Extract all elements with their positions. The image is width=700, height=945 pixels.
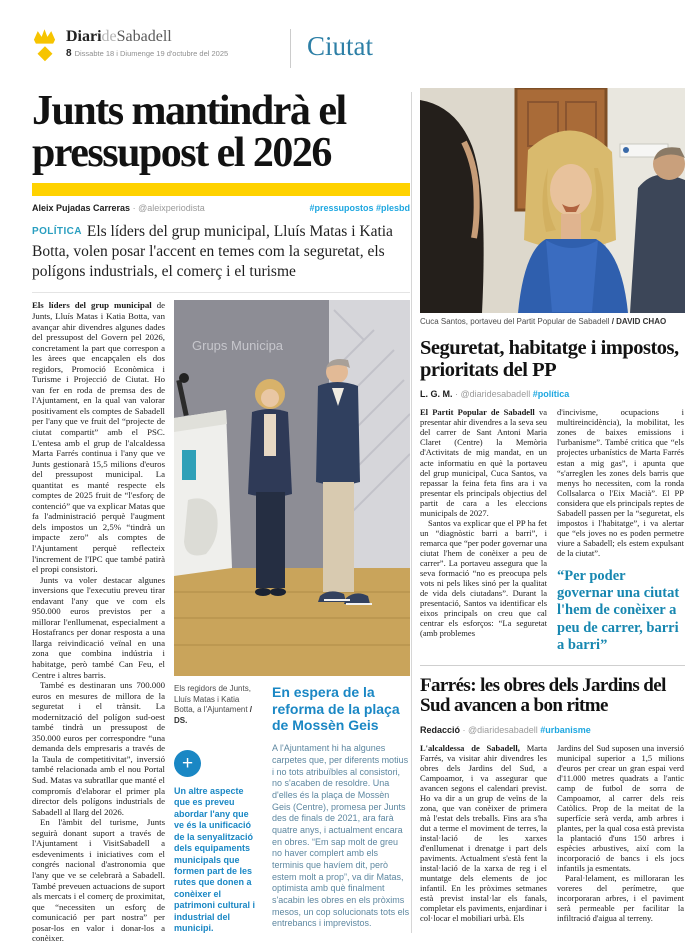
pp-col2-text: d'incivisme, ocupacions i multireincidència), la mobilitat, les zones de baixes emissions i l'urbanisme”. També critica que “els projectes urbanístics de Marta Farrés estan a mig gas”, i apunta que “s'arreglen les zones dels barris que menys ho necessiten, com la ronda Collsalarca o l'Eix Macià”. El PP considera que els principals reptes de Sabadell passen per la “seguretat, els impostos i l'habitatge”, i va alertar que “els joves no es poden permetre viure a Sabadell; els estem expulsant de la ciutat”. (557, 407, 684, 558)
jardins-body-columns (420, 743, 685, 923)
caption-and-note (174, 684, 261, 934)
brand-de: de (101, 28, 117, 45)
lead-body-column (32, 300, 165, 943)
lead-paragraph: Junts va voler destacar algunes inversions que l'executiu preveu tirar endavant l'any que ve com els 950.000 euros previstos per a millorar l'enllumenat, especialment a Hostafrancs per donar resposta a una llarga reivindicació veïnal en una zona que combina indústria i habitatge, però també Can Feu, el Centre i altres barris. (32, 574, 165, 680)
jardins-paragraph (420, 743, 547, 923)
pp-paragraph-text: va presentar ahir divendres a la seva seu del carrer de Sant Antoni Maria Claret (Centre) la Memòria d'Activitats de mig mandat, en un acte informatiu en què la portaveu del grup municipal, Cuca Santos, va repassar la feina feta fins ara i va presentar els principals objectius del partit de cara a les eleccions municipals de 2027. (420, 407, 547, 518)
sidebar-body: A l'Ajuntament hi ha algunes carpetes que, per diferents motius i no tots atribuïbles al consistori, no s'acaben de resoldre. Una d'elles és la plaça de Mossèn Geis (Centre), promesa per Junts des de finals de 2021, ara farà quatre anys, i actualment encara en obres. “Em sap molt de greu no haver complert amb els terminis que havíem dit, però estem molt a prop”, va dir Matas, optimista amb què finalment s'acabin les obres en els pròxims mesos, un cop solucionats tots els entrebancs i imprevistos. (272, 743, 410, 929)
kicker-politica: POLÍTICA (32, 226, 82, 237)
masthead-text (66, 28, 228, 59)
author-name: Redacció (420, 724, 461, 735)
pp-photo-caption (420, 317, 685, 327)
author-handle[interactable]: · @diaridesabadell (462, 724, 541, 735)
lead-paragraph (32, 300, 165, 574)
pp-headline: Seguretat, habitatge i impostos, prioritats del PP (420, 337, 679, 381)
pp-byline (420, 389, 685, 399)
lead-lede: Els líders del grup municipal (32, 300, 152, 311)
jardins-paragraph-text: Marta Farrés, va visitar ahir divendres les obres dels Jardins del Sud, a Campoamor, i va assegurar que avancen segons el calendari previst. Ho va dir a un grup de veïns de la zona, que van conèixer de primera mà l'estat dels treballs. Fins ara s'ha dut a terme el moviment de terres, la instal·lació de les xarxes d'enllumenat i drenatge i part dels paviments. Actualment s'està fent la instal·lació de la xarxa de reg i el muntatge dels elements de joc infantil. En les pròximes setmanes està previst instal·lar els fanals, completar els paviments, enjardinar i col·locar el mobiliari urbà. Els (420, 742, 548, 923)
pp-body-col1 (420, 407, 547, 654)
lead-hashtags[interactable]: #pressupostos #plesbd (309, 203, 410, 213)
author-handle[interactable]: · @aleixperiodista (132, 203, 205, 213)
pp-pull-quote: “Per poder governar una ciutat l'hem de conèixer a peu de carrer, barri a barri” (557, 567, 680, 654)
jardins-byline (420, 725, 685, 735)
date-line (66, 48, 228, 59)
page-number: 8 (66, 47, 72, 59)
brand-diari: Diari (66, 28, 102, 45)
lead-content (32, 292, 410, 943)
lead-headline: Junts mantindrà el pressupost el 2026 (32, 88, 346, 176)
jardins-hashtag[interactable]: #urbanisme (540, 724, 591, 735)
pp-body-columns (420, 407, 685, 654)
lead-standfirst (32, 222, 410, 282)
article-divider (420, 665, 685, 666)
lead-paragraph: En l'àmbit del turisme, Junts seguirà donant suport a través de l'Ajuntament i VisitSabadell a esdeveniments i iniciatives com el congrés nacional d'astronomia que l'any que ve se celebrarà a Sabadell. També preveuen actuacions de suport als mercats i el comerç de proximitat, que “necessiten un esforç de comunicació per part nostra” per posar-los en valor i donar-los a conèixer. (32, 817, 165, 944)
edition-date: Dissabte 18 i Diumenge 19 d'octubre del 2025 (74, 48, 229, 58)
brand-name (66, 28, 228, 46)
lead-paragraph-text: de Junts, Lluís Matas i Katia Botta, van avançar ahir divendres algunes dades del pressupost del Govern pel 2026, concretament la part que correspon a les àrees que encapçalen els dos regidors, Promoció Econòmica i Turisme i Projecció de Ciutat. Ho van fer en roda de premsa des de l'Ajuntament, en la qual van valorar positivament els comptes de Sabadell per l'any que ve fruit del “projecte de ciutat compartit” amb el PSC. L'entesa amb el grup de l'alcaldessa Marta Farrés continua i l'any que ve Junts gestionarà 15,5 milions d'euros del pressupost municipal. La quantitat es manté respecte els comptes de 2025 fruit de “l'esforç de contenció” que va explicar Matas que fa l'administració perquè l'augment dels impostos un 2,5% “tindrà un impacte zero” als comptes de l'Ajuntament perquè reflecteix l'increment de l'IPC que també patirà el propi consistori. (32, 300, 165, 575)
jardins-body-col1 (420, 743, 547, 923)
jardins-paragraph: Paral·lelament, es milloraran les voreres del perímetre, que incorporaran arbres, i el paviment serà permeable per facilitar la infiltració d'aigua al terreny. (557, 872, 684, 923)
plus-icon: + (174, 750, 201, 777)
lead-byline (32, 203, 205, 213)
right-column (420, 88, 685, 923)
sidebar-title: En espera de la reforma de la plaça de Mossèn Geis (272, 684, 400, 733)
photo-credit: / DAVID CHAO (611, 317, 667, 326)
column-divider (411, 92, 412, 933)
jardins-paragraph: Jardins del Sud suposen una inversió municipal superior a 1,5 milions d'euros per crear un gran espai verd d'11.000 metres quadrats a l'antic camp de futbol de sorra de Campoamor, al carrer dels reis Catòlics. Prop de la meitat de la superfície serà verda, amb arbres i plantes, per la qual cosa està prevista la plantació d'uns 150 arbres i espècies arbustives, així com la incorporació de bancs i els jocs infantils ja esmentats. (557, 742, 684, 873)
jardins-body-col2 (557, 743, 684, 923)
jardins-lede: L'alcaldessa de Sabadell, (420, 742, 520, 753)
author-name: L. G. M. (420, 389, 453, 400)
author-name: Aleix Pujadas Carreras (32, 203, 131, 213)
backdrop-label: Grups Municipa (192, 338, 284, 354)
pp-hashtag[interactable]: #política (532, 389, 570, 400)
pp-body-col2 (557, 407, 684, 654)
yellow-highlight-bar (32, 183, 410, 196)
lead-photo-column (174, 300, 410, 943)
lead-paragraph: També es destinaran uns 700.000 euros en mesures de millora de la seguretat i el trànsit. La modernització del polígon sud-oest també tindrà un pressupost de 350.000 euros per correspondre “una demanda dels empresaris a través de la Taula de competitivitat”, inversió també relacionada amb el nou Portal Sud. Matas va subratllar que manté el compromís d'elaborar el primer pla director dels polígons industrials de Sabadell al llarg del 2026. (32, 680, 165, 817)
pp-paragraph: Santos va explicar que el PP ha fet un “diagnòstic barri a barri”, i remarca que “per poder governar una ciutat l'hem de conèixer a peu de carrer”. La portaveu assegura que la seva formació “no es preocupa pels vots ni pels likes sinó per la qualitat de vida dels ciutadans”. Durant la presentació, Santos va identificar els eixos principals on creu que cal centrar els esforços: “La seguretat (amb problemes (420, 517, 547, 638)
highlight-note: Un altre aspecte que es preveu abordar l'any que ve és la unificació de la senyalització dels equipaments municipals que formen part de les rutes que donen a conèixer el patrimoni cultural i industrial del municipi. (174, 785, 256, 934)
pp-press-conference-photo (420, 88, 685, 313)
pp-paragraph (420, 407, 547, 517)
sidebar-box (272, 684, 410, 934)
caption-text: Els regidors de Junts, Lluís Matas i Katia Botta, a l'Ajuntament (174, 684, 251, 715)
junts-photo-caption (174, 684, 261, 726)
photo-credit: / DS. (174, 705, 253, 725)
junts-press-conference-photo (174, 300, 410, 676)
standfirst-text: Els líders del grup municipal, Lluís Matas i Katia Botta, volen posar l'accent en temes com la seguretat, els polígons industrials, el comerç i el turisme (32, 223, 393, 281)
pp-lede: El Partit Popular de Sabadell (420, 407, 535, 418)
brand-sabadell: Sabadell (116, 28, 172, 45)
author-handle[interactable]: · @diaridesabadell (455, 389, 533, 400)
page-header (32, 28, 670, 72)
under-photo-row (174, 684, 410, 934)
jardins-headline: Farrés: les obres dels Jardins del Sud avancen a bon ritme (420, 674, 666, 717)
section-title: Ciutat (290, 29, 373, 68)
lead-byline-row (32, 203, 410, 213)
diari-sabadell-logo-icon (32, 28, 57, 65)
caption-text: Cuca Santos, portaveu del Partit Popular de Sabadell (420, 317, 612, 326)
lead-article (32, 90, 410, 944)
